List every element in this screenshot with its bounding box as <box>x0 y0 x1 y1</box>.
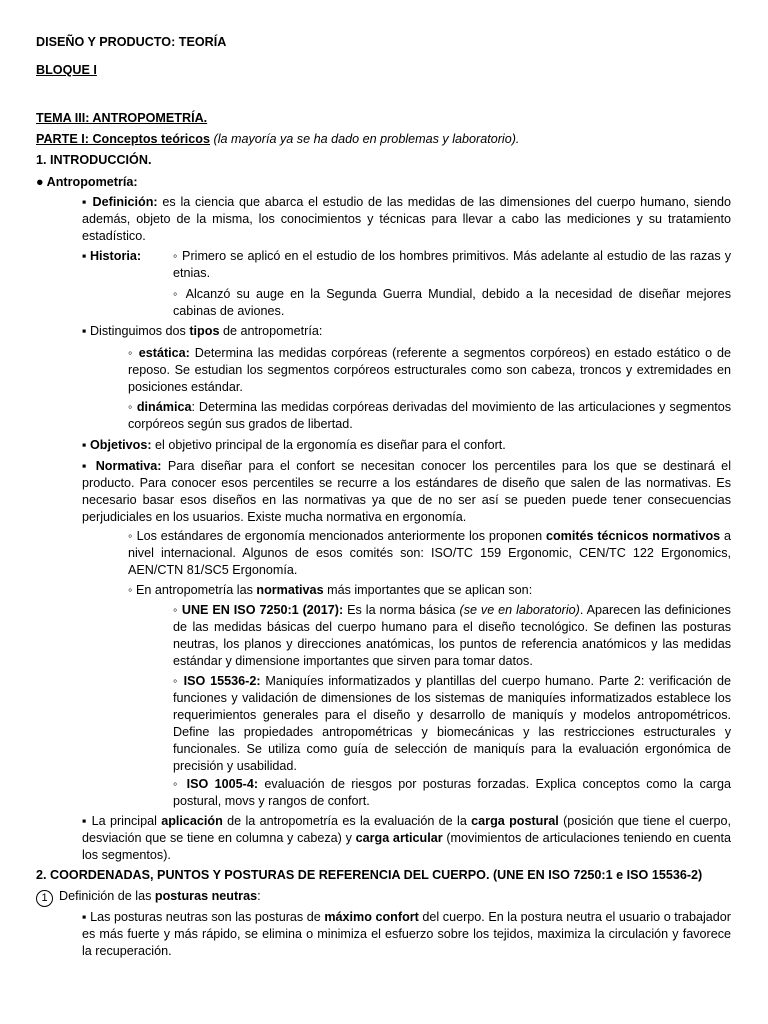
normativas-importantes-paragraph: ◦ En antropometría las normativas más importantes que se aplican son: <box>128 583 533 597</box>
section-2-heading: 2. COORDENADAS, PUNTOS Y POSTURAS DE REFERENCIA DEL CUERPO. (UNE EN ISO 7250:1 e ISO 15536-2) <box>36 868 703 882</box>
document-title: DISEÑO Y PRODUCTO: TEORÍA <box>36 35 227 49</box>
tema-heading: TEMA III: ANTROPOMETRÍA. <box>36 111 208 125</box>
section-1-heading: 1. INTRODUCCIÓN. <box>36 153 152 167</box>
dinamica-paragraph: ◦ dinámica: Determina las medidas corpóreas derivadas del movimiento de las articulaciones y segmentos corpóreos según sus grados de libertad. <box>128 400 731 431</box>
posturas-neutras-heading: 1 Definición de las posturas neutras: <box>36 888 261 907</box>
historia-label: ▪ Historia: <box>82 249 142 263</box>
iso-15536-paragraph: ◦ ISO 15536-2: Maniquíes informatizados y plantillas del cuerpo humano. Parte 2: verificación de funciones y validación de dimensiones de los sistemas de maniquíes informatizados establece los requerimientos generales para el diseño y desarrollo de maniquís y modelos antropométricos. Define las propiedades antropométricas y biomecánicas y las restricciones estructurales y funcionales. Se utiliza como guía de selección de maniquís para la evaluación ergonómica de precisión y usabilidad. <box>173 674 731 773</box>
iso-1005-paragraph: ◦ ISO 1005-4: evaluación de riesgos por posturas forzadas. Explica conceptos como la carga postural, movs y rangos de confort. <box>173 777 731 808</box>
estatica-paragraph: ◦ estática: Determina las medidas corpóreas (referente a segmentos corpóreos) en estado estático o de reposo. Se estudian los segmentos corpóreos estructurales como son cabeza, troncos y extremidades en posiciones estándar. <box>128 346 731 394</box>
aplicacion-paragraph: ▪ La principal aplicación de la antropometría es la evaluación de la carga postural (posición que tiene el cuerpo, desviación que se tiene en columna y cabeza) y carga articular (movimientos de articulaciones teniendo en cuenta los segmentos). <box>82 814 731 862</box>
normativa-paragraph: ▪ Normativa: Para diseñar para el confort se necesitan conocer los percentiles para los que se destinará el producto. Para conocer esos percentiles se recurre a los estándares de diseño que salen de las normativas. Es necesario basar esos diseños en las normativas ya que de no ser así se pueden puede tener consecuencias perjudiciales en los usuarios. Existe mucha normativa en ergonomía. <box>82 459 731 524</box>
posturas-neutras-paragraph: ▪ Las posturas neutras son las posturas de máximo confort del cuerpo. En la postura neutra el usuario o trabajador es más fuerte y más rápido, se elimina o minimiza el esfuerzo sobre los tejidos, maximiza la circulación y favorece la recuperación. <box>82 910 731 958</box>
tipos-paragraph: ▪ Distinguimos dos tipos de antropometría: <box>82 324 323 338</box>
comites-paragraph: ◦ Los estándares de ergonomía mencionados anteriormente los proponen comités técnicos normativos a nivel internacional. Algunos de esos comités son: ISO/TC 159 Ergonomic, CEN/TC 122 Ergonomics, AEN/CTN 81/SC5 Ergonomía. <box>128 529 731 577</box>
number-1-circle-icon: 1 <box>36 890 53 907</box>
bloque-heading: BLOQUE I <box>36 63 97 77</box>
historia-item-1: ◦ Primero se aplicó en el estudio de los hombres primitivos. Más adelante al estudio de las razas y etnias. <box>173 249 731 280</box>
antropometria-label: ● Antropometría: <box>36 175 138 189</box>
objetivos-paragraph: ▪ Objetivos: el objetivo principal de la ergonomía es diseñar para el confort. <box>82 438 506 452</box>
une-iso-7250-paragraph: ◦ UNE EN ISO 7250:1 (2017): Es la norma básica (se ve en laboratorio). Aparecen las definiciones de las medidas básicas del cuerpo humano para el diseño tecnológico. Se definen las posturas neutras, los planos y direcciones anatómicas, los puntos de referencia anatómicos y las medidas estándar y dimensione importantes que sirven para tomar datos. <box>173 603 731 668</box>
historia-item-2: ◦ Alcanzó su auge en la Segunda Guerra Mundial, debido a la necesidad de diseñar mejores cabinas de aviones. <box>173 287 731 318</box>
parte-heading: PARTE I: Conceptos teóricos (la mayoría ya se ha dado en problemas y laboratorio). <box>36 132 520 146</box>
definicion-paragraph: ▪ Definición: es la ciencia que abarca el estudio de las medidas de las dimensiones del cuerpo humano, siendo además, objeto de la misma, los conocimientos y técnicas para llevar a cabo las mediciones y su tratamiento estadístico. <box>82 195 732 243</box>
